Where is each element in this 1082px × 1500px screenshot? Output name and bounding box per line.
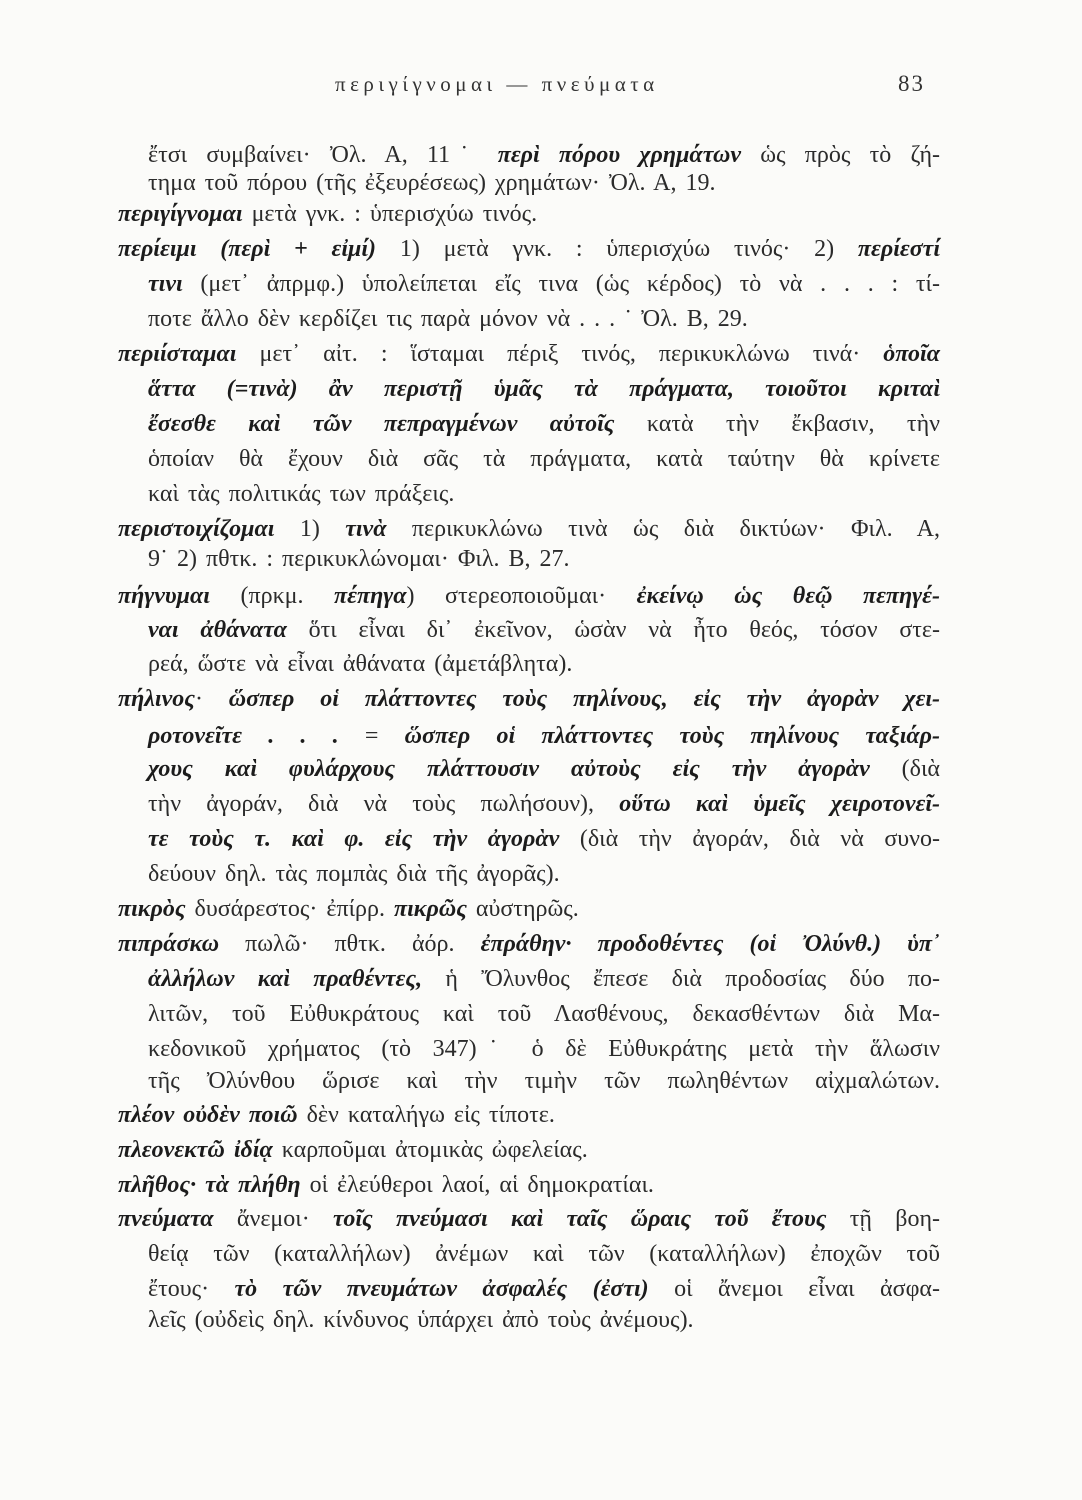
gloss-text: καρποῦμαι ἀτομικὰς ὠφελείας.	[272, 1137, 588, 1163]
quoted-phrase: πέπηγα	[334, 583, 407, 609]
quoted-phrase: ὥσπερ οἱ πλάττοντες τοὺς πηλίνους, εἰς τὴν ἀγορὰν χει-	[228, 686, 940, 712]
text-line	[148, 1272, 940, 1306]
text-line	[118, 232, 940, 266]
headword: περιγίγνομαι	[118, 201, 243, 227]
gloss-text: τημα τοῦ πόρου (τῆς ἐξευρέσεως) χρημάτων· Ὀλ. Α, 19.	[148, 170, 716, 196]
text-line	[148, 997, 940, 1031]
text-line	[118, 1133, 940, 1167]
text-line	[148, 1303, 940, 1337]
quoted-phrase: ἐκείνῳ ὡς θεῷ πεπηγέ-	[636, 583, 940, 609]
text-line	[148, 719, 940, 753]
quoted-phrase: πικρῶς	[394, 896, 467, 922]
gloss-text: θείᾳ τῶν (καταλλήλων) ἀνέμων καὶ τῶν (καταλλήλων) ἐποχῶν τοῦ	[148, 1241, 940, 1267]
gloss-text: ·	[194, 686, 229, 712]
gloss-text: ἄνεμοι·	[213, 1206, 334, 1232]
text-line	[118, 927, 940, 961]
text-line	[148, 962, 940, 996]
gloss-text: δὲν καταλήγω εἰς τίποτε.	[297, 1102, 555, 1128]
quoted-phrase: ὥσπερ οἱ πλάττοντες τοὺς πηλίνους ταξιάρ-	[404, 723, 941, 749]
text-line	[148, 822, 940, 856]
gloss-text: δεύουν δηλ. τὰς πομπὰς διὰ τῆς ἀγορᾶς).	[148, 861, 560, 887]
text-line	[118, 337, 940, 371]
quoted-phrase: τε τοὺς τ. καὶ φ. εἰς τὴν ἀγορὰν	[148, 826, 560, 852]
text-line	[148, 857, 940, 891]
gloss-text: κεδονικοῦ χρήματος (τὸ 347)˙ ὁ δὲ Εὐθυκράτης μετὰ τὴν ἅλωσιν	[148, 1036, 940, 1062]
gloss-text: (διὰ τὴν ἀγοράν, διὰ νὰ συνο-	[559, 826, 940, 852]
text-line	[148, 787, 940, 821]
gloss-text: καὶ τὰς πολιτικάς των πράξεις.	[148, 481, 455, 507]
text-line	[148, 166, 940, 200]
text-line	[148, 1237, 940, 1271]
text-line	[118, 892, 940, 926]
headword: πικρὸς	[118, 896, 186, 922]
text-line	[118, 1098, 940, 1132]
text-line	[148, 372, 940, 406]
gloss-text: ὁποίαν θὰ ἔχουν διὰ σᾶς τὰ πράγματα, κατὰ ταύτην θὰ κρίνετε	[148, 446, 940, 472]
gloss-text: αὐστηρῶς.	[466, 896, 579, 922]
text-line	[148, 1064, 940, 1098]
text-line	[118, 1168, 940, 1202]
quoted-phrase: τινι	[148, 271, 183, 297]
gloss-text: (μετ᾽ ἀπρμφ.) ὑπολείπεται εἴς τινα (ὡς κέρδος) τὸ νὰ . . . : τί-	[182, 271, 940, 297]
gloss-text: ἔτους·	[148, 1276, 235, 1302]
headword: πήγνυμαι	[118, 583, 210, 609]
headword: πιπράσκω	[118, 931, 220, 957]
gloss-text: 1)	[274, 516, 346, 542]
gloss-text: δυσάρεστος· ἐπίρρ.	[185, 896, 394, 922]
quoted-phrase: ἅττα (=τινὰ) ἂν περιστῇ ὑμᾶς τὰ πράγματα, τοιοῦτοι κριταὶ	[148, 376, 940, 402]
headword: περιίσταμαι	[118, 341, 237, 367]
gloss-text: οἱ ἐλεύθεροι λαοί, αἱ δημοκρατίαι.	[300, 1172, 654, 1198]
quoted-phrase: περὶ πόρου χρημάτων	[497, 142, 742, 168]
quoted-phrase: ἀλλήλων καὶ πραθέντες,	[148, 966, 423, 992]
headword: πλεονεκτῶ ἰδίᾳ	[118, 1137, 273, 1163]
text-line	[118, 1202, 940, 1236]
gloss-text: τὴν ἀγοράν, διὰ νὰ τοὺς πωλήσουν),	[148, 791, 620, 817]
quoted-phrase: ὁποῖα	[883, 341, 940, 367]
quoted-phrase: τοῖς πνεύμασι καὶ ταῖς ὥραις τοῦ ἔτους	[333, 1206, 827, 1232]
running-header-title: περιγίγνομαι — πνεύματα	[335, 72, 659, 96]
quoted-phrase: τινὰ	[345, 516, 387, 542]
gloss-text: (πρκμ.	[209, 583, 335, 609]
quoted-phrase: περίεστί	[857, 236, 940, 262]
gloss-text: 9˙ 2) πθτκ. : περικυκλώνομαι· Φιλ. Β, 27.	[148, 546, 570, 572]
text-line	[118, 579, 940, 613]
gloss-text: ρεά, ὥστε νὰ εἶναι ἀθάνατα (ἀμετάβλητα).	[148, 651, 573, 677]
quoted-phrase: χους καὶ φυλάρχους πλάττουσιν αὐτοὺς εἰς τὴν ἀγορὰν	[148, 756, 870, 782]
quoted-phrase: ροτονεῖτε . . .	[148, 723, 339, 749]
gloss-text: κατὰ τὴν ἔκβασιν, τὴν	[614, 411, 940, 437]
text-line	[148, 752, 940, 786]
gloss-text: μετὰ γνκ. : ὑπερισχύω τινός.	[242, 201, 538, 227]
quoted-phrase: ναι ἀθάνατα	[148, 617, 287, 643]
gloss-text: ποτε ἄλλο δὲν κερδίζει τις παρὰ μόνον νὰ . . . ˙ Ὀλ. Β, 29.	[148, 306, 748, 332]
gloss-text: ἡ Ὄλυνθος ἔπεσε διὰ προδοσίας δύο πο-	[422, 966, 940, 992]
gloss-text: =	[338, 723, 405, 749]
gloss-text: πωλῶ· πθτκ. ἀόρ.	[219, 931, 481, 957]
quoted-phrase: ἐπράθην· προδοθέντες (οἱ Ὀλύνθ.) ὑπ᾽	[480, 931, 940, 957]
text-line	[148, 542, 940, 576]
gloss-text: μετ᾽ αἰτ. : ἵσταμαι πέριξ τινός, περικυκλώνω τινά·	[236, 341, 884, 367]
headword: πλέον οὐδὲν ποιῶ	[118, 1102, 298, 1128]
text-line	[148, 647, 940, 681]
headword: πνεύματα	[118, 1206, 214, 1232]
headword: πλῆθος· τὰ πλήθη	[118, 1172, 301, 1198]
quoted-phrase: ἔσεσθε καὶ τῶν πεπραγμένων αὐτοῖς	[148, 411, 615, 437]
text-line	[148, 407, 940, 441]
gloss-text: ) στερεοποιοῦμαι·	[406, 583, 637, 609]
gloss-text: 1) μετὰ γνκ. : ὑπερισχύω τινός· 2)	[376, 236, 858, 262]
gloss-text: τῆς Ὀλύνθου ὥρισε καὶ τὴν τιμὴν τῶν πωληθέντων αἰχμαλώτων.	[148, 1068, 940, 1094]
text-line	[118, 512, 940, 546]
quoted-phrase: τὸ τῶν πνευμάτων ἀσφαλές (ἐστι)	[234, 1276, 649, 1302]
text-line	[148, 1032, 940, 1066]
gloss-text: ἔτσι συμβαίνει· Ὀλ. Α, 11˙	[148, 142, 498, 168]
text-line	[118, 682, 940, 716]
headword: περιστοιχίζομαι	[118, 516, 275, 542]
gloss-text: λεῖς (οὐδεὶς δηλ. κίνδυνος ὑπάρχει ἀπὸ τοὺς ἀνέμους).	[148, 1307, 694, 1333]
gloss-text: (διὰ	[869, 756, 940, 782]
gloss-text: περικυκλώνω τινὰ ὡς διὰ δικτύων· Φιλ. Α,	[386, 516, 940, 542]
text-line	[148, 613, 940, 647]
headword: περίειμι (περὶ + εἰμί)	[118, 236, 377, 262]
text-line	[118, 197, 940, 231]
quoted-phrase: οὕτω καὶ ὑμεῖς χειροτονεῖ-	[619, 791, 940, 817]
text-line	[148, 302, 940, 336]
gloss-text: λιτῶν, τοῦ Εὐθυκράτους καὶ τοῦ Λασθένους, δεκασθέντων διὰ Μα-	[148, 1001, 940, 1027]
page-number: 83	[898, 71, 925, 96]
headword: πήλινος	[118, 686, 195, 712]
text-line	[148, 442, 940, 476]
text-line	[148, 477, 940, 511]
gloss-text: ὅτι εἶναι δι᾽ ἐκεῖνον, ὡσὰν νὰ ἦτο θεός, τόσον στε-	[286, 617, 940, 643]
gloss-text: οἱ ἄνεμοι εἶναι ἀσφα-	[648, 1276, 940, 1302]
gloss-text: τῇ βοη-	[826, 1206, 941, 1232]
gloss-text: ὡς πρὸς τὸ ζή-	[741, 142, 940, 168]
text-line	[148, 267, 940, 301]
